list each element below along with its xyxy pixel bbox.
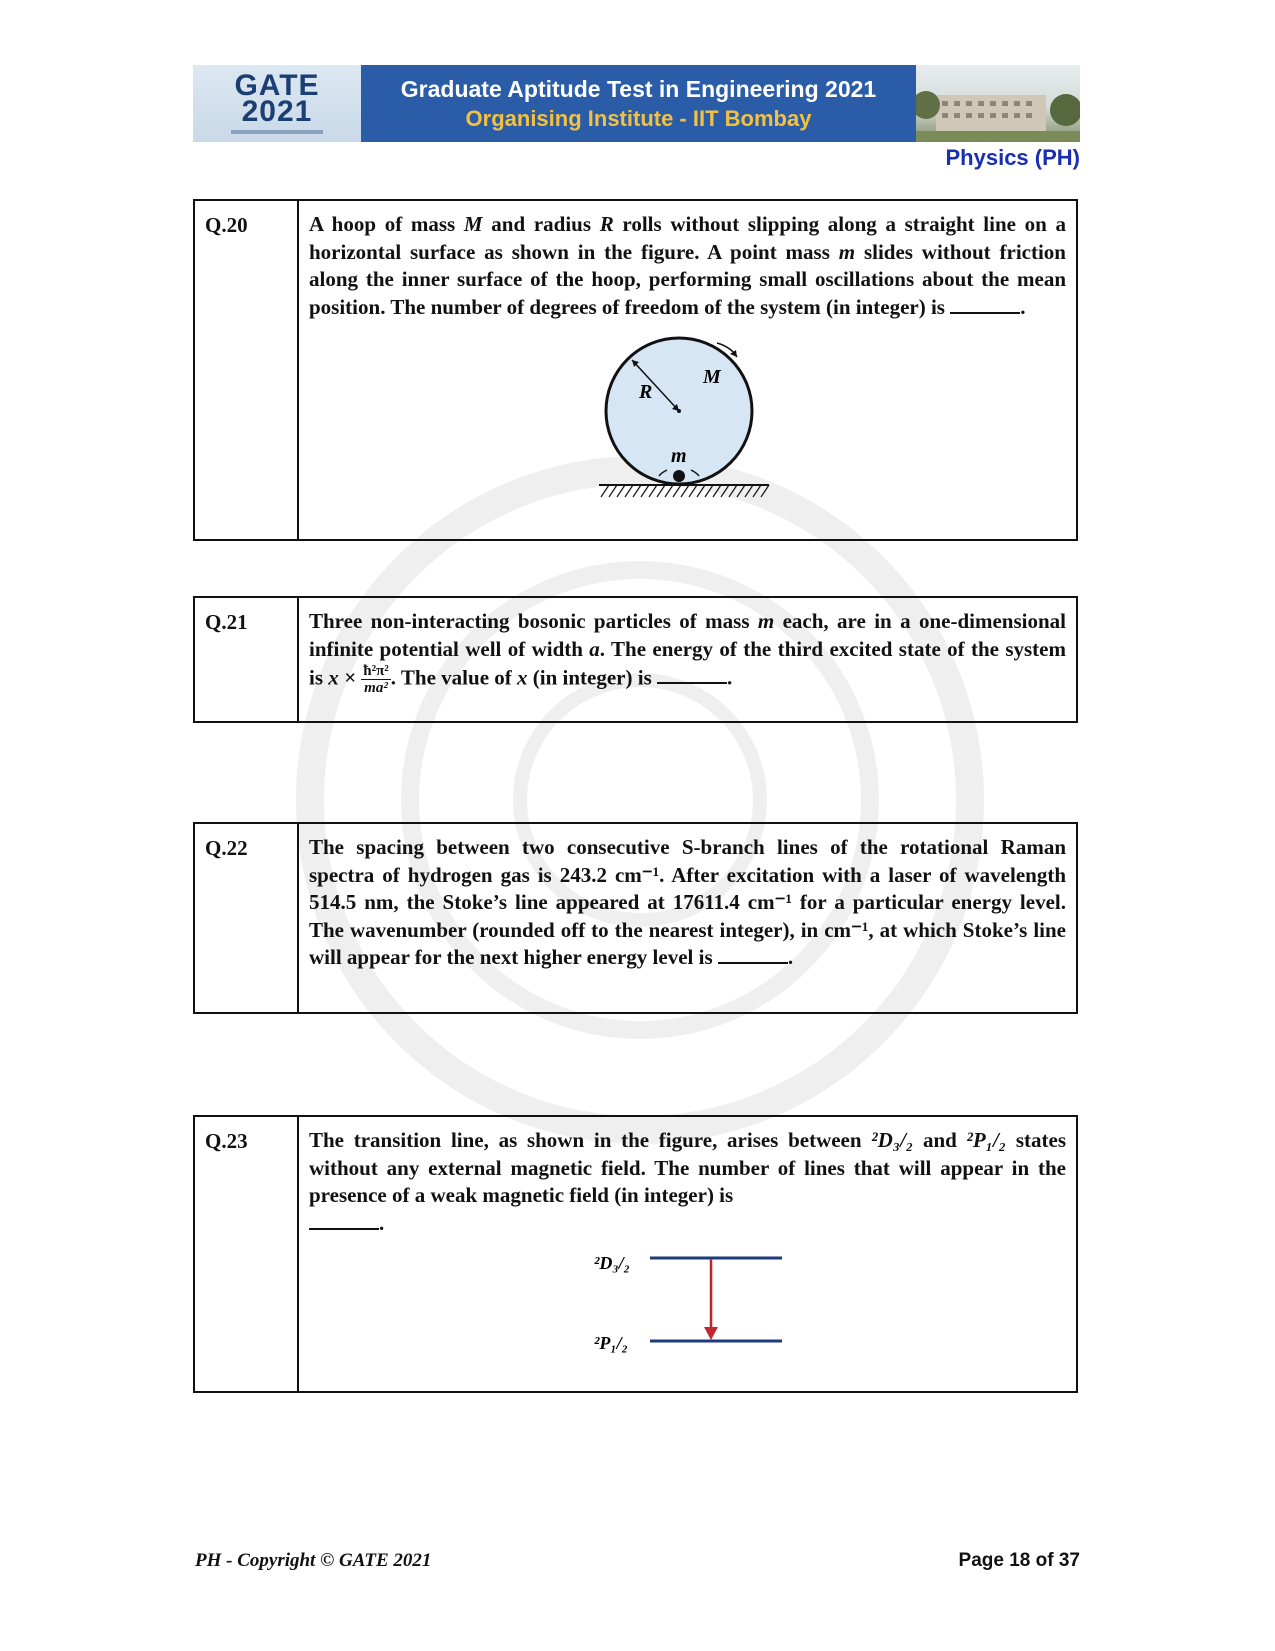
text-part: , at which Stoke’s line will appear for the next higher energy level is — [309, 917, 1066, 969]
value-stokes-line: 17611.4 cm⁻¹ — [672, 890, 792, 914]
fraction-denominator: ma² — [364, 680, 388, 696]
question-text: Three non-interacting bosonic particles of mass m each, are in a one-dimensional infinite potential well of width a. The energy of the third excited state of the system is x × $\frac{\text{ħ²π²}}{\text{ma²}}$ . The value of x (in integer) is . — [309, 609, 1066, 696]
logo-year: 2021 — [241, 95, 313, 128]
banner-title: Graduate Aptitude Test in Engineering 2021 — [400, 75, 877, 102]
question-box-20 — [193, 199, 1078, 541]
var-m: m — [757, 609, 775, 633]
label-M: M — [703, 366, 721, 388]
text-part: for a particular energy level. The wavenumber (rounded off to the nearest integer), in — [309, 890, 1066, 942]
label-m: m — [671, 445, 687, 467]
var-x: x — [517, 665, 528, 690]
lower-level-label: ²P₁/₂ — [594, 1333, 628, 1353]
gate-logo — [193, 65, 361, 142]
ground-hatching — [601, 485, 769, 497]
var-R: R — [599, 212, 614, 236]
answer-blank — [718, 944, 788, 964]
text-part: . After excitation with a laser of wavelength — [659, 862, 1066, 887]
answer-blank — [309, 1210, 379, 1230]
text-part: A hoop of mass — [309, 212, 464, 236]
question-box-21 — [193, 596, 1078, 723]
text-part: (in integer) is — [527, 665, 657, 690]
var-a: a — [589, 636, 600, 661]
answer-blank — [950, 294, 1020, 314]
footer-copyright: PH - Copyright © GATE 2021 — [195, 1550, 432, 1571]
subject-label: Physics (PH) — [945, 145, 1080, 170]
header-banner — [193, 65, 1080, 142]
text-part: slides without friction along the inner surface of the hoop, performing small oscillations about the mean position. The number of degrees of freedom of the system (in integer) is — [309, 239, 1066, 319]
value-wavelength: 514.5 nm — [309, 890, 394, 914]
page-indicator — [959, 1550, 1080, 1572]
text-part: The transition line, as shown in the figure, arises between — [309, 1128, 872, 1152]
energy-level-figure — [594, 1243, 834, 1353]
question-number: Q.23 — [195, 1117, 299, 1391]
logo-tagline-bar — [231, 130, 323, 134]
text-part: and — [913, 1128, 967, 1152]
question-number: Q.22 — [195, 824, 299, 1012]
state-P: ²P₁/₂ — [966, 1128, 1007, 1152]
fraction-numerator: ħ²π² — [363, 663, 389, 679]
page-total: of 37 — [1030, 1550, 1080, 1571]
question-box-23 — [193, 1115, 1078, 1393]
text-part: and radius — [482, 212, 600, 236]
point-mass — [673, 470, 685, 482]
answer-blank — [657, 664, 727, 684]
text-part: Three non-interacting bosonic particles of mass — [309, 609, 758, 633]
question-text: The spacing between two consecutive S-branch lines of the rotational Raman spectra of hydrogen gas is 243.2 cm⁻¹. After excitation with a laser of wavelength 514.5 nm, the Stoke’s line appeared at 17611.4 cm⁻¹ for a particular energy level. The wavenumber (rounded off to the nearest integer), in cm⁻¹, at which Stoke’s line will appear for the next higher energy level is . — [309, 835, 1066, 969]
var-x-times: x × — [328, 665, 356, 690]
upper-level-label: ²D₃/₂ — [594, 1253, 630, 1273]
text-part: , the Stoke’s line appeared at — [393, 890, 673, 914]
banner-organiser: Organising Institute - IIT Bombay — [465, 105, 812, 131]
var-m: m — [838, 239, 856, 264]
var-M: M — [463, 212, 483, 236]
label-R: R — [639, 381, 653, 403]
unit-wavenumber: cm⁻¹ — [824, 917, 869, 942]
transition-arrowhead — [704, 1327, 718, 1340]
banner-title-block — [361, 65, 916, 142]
text-part: rolls without slipping along a straight line on a horizontal surface as shown in the figure. A point mass — [309, 212, 1066, 264]
value-spacing: 243.2 cm⁻¹ — [559, 862, 660, 887]
text-part: The spacing between two consecutive S-branch lines of the rotational Raman spectra of hydrogen gas is — [309, 835, 1066, 887]
text-part: states without any external magnetic field. The number of lines that will appear in the presence of a weak magnetic field (in integer) is — [309, 1128, 1067, 1207]
question-number: Q.21 — [195, 598, 299, 721]
text-part: . The energy of the third excited state of the system is — [309, 636, 1066, 690]
energy-fraction — [361, 663, 391, 696]
page-current: 18 — [1009, 1550, 1031, 1571]
hoop-figure — [599, 333, 799, 505]
question-text: A hoop of mass M and radius R rolls without slipping along a straight line on a horizontal surface as shown in the figure. A point mass m slides without friction along the inner surface of the hoop, performing small oscillations about the mean position. The number of degrees of freedom of the system (in integer) is . R M m — [299, 201, 1076, 539]
institute-photo — [916, 65, 1080, 142]
page-prefix: Page — [958, 1550, 1010, 1571]
question-box-22 — [193, 822, 1078, 1014]
question-text: The transition line, as shown in the figure, arises between ²D₃/₂ and ²P₁/₂ states without any external magnetic field. The number of lines that will appear in the presence of a weak magnetic field (in integer) is . ²D₃/₂ ²P₁/₂ — [309, 1128, 1067, 1353]
state-D: ²D₃/₂ — [871, 1128, 914, 1152]
text-part: each, are in a one-dimensional infinite potential well of width — [309, 609, 1066, 661]
text-part: . The value of — [390, 665, 518, 690]
logo-word: GATE — [234, 69, 320, 102]
question-number: Q.20 — [195, 201, 299, 539]
